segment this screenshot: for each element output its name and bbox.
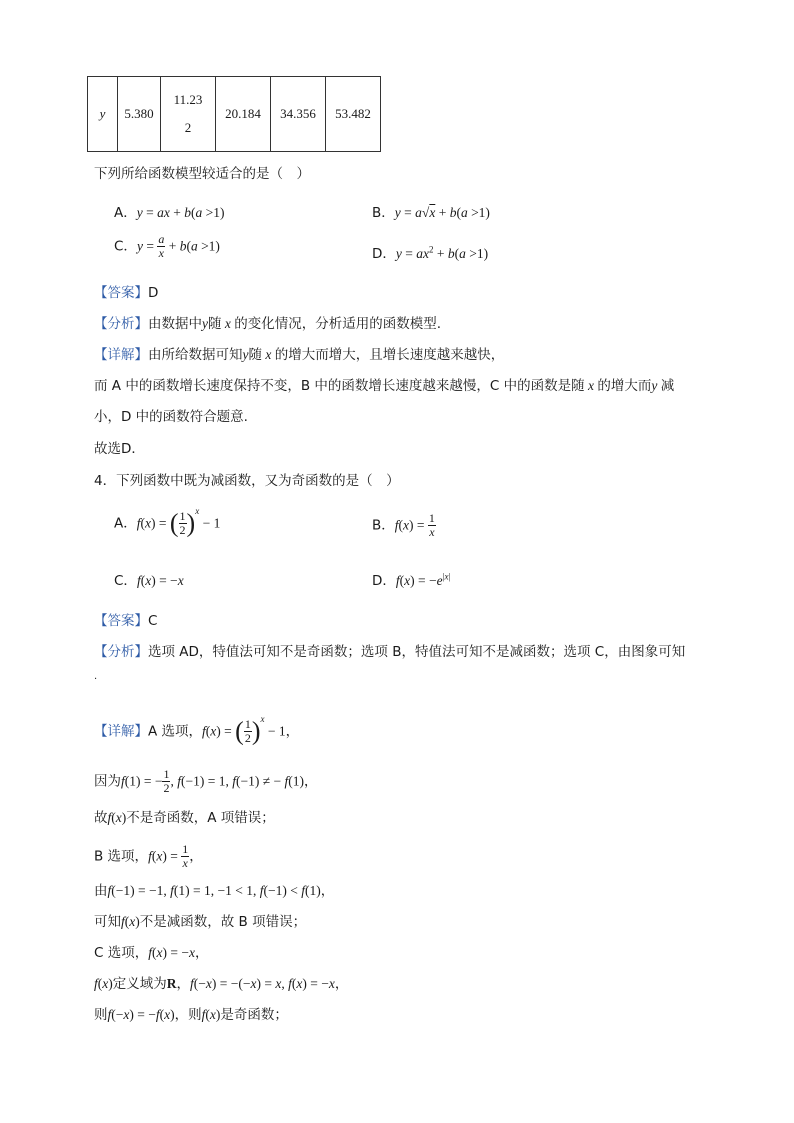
data-table bbox=[87, 76, 381, 152]
q4-by: 由f(−1) = −1, f(1) = 1, −1 < 1, f(−1) < f(1)， bbox=[94, 883, 335, 899]
q4-know-b: 可知f(x)不是减函数，故 B 项错误； bbox=[94, 914, 307, 930]
q4-option-a: A．f(x) = ( $\frac{1}{2}$ )$^x$ − 1 bbox=[114, 506, 221, 538]
q4-then: 则f(−x) = −f(x)，则f(x)是奇函数； bbox=[94, 1007, 288, 1023]
q4-prompt: 4．下列函数中既为减函数，又为奇函数的是（ ） bbox=[94, 473, 400, 489]
table-cell: 34.356 bbox=[271, 77, 326, 152]
q3-answer: 【答案】D bbox=[94, 285, 159, 301]
q3-detail-3: 小，D 中的函数符合题意. bbox=[94, 409, 248, 425]
q3-detail-2: 而 A 中的函数增长速度保持不变，B 中的函数增长速度越来越慢，C 中的函数是随 x 的增大而y 减 bbox=[94, 378, 675, 394]
q4-c-intro: C 选项，f(x) = −x， bbox=[94, 945, 209, 961]
q3-option-a: A．y = ax + b(a >1) bbox=[114, 205, 225, 221]
q3-analysis: 【分析】由数据中y随 x 的变化情况，分析适用的函数模型. bbox=[94, 316, 442, 332]
q4-domain: f(x)定义域为R，f(−x) = −(−x) = x, f(x) = −x， bbox=[94, 976, 349, 992]
q3-prompt: 下列所给函数模型较适合的是（ ） bbox=[94, 166, 310, 182]
q3-option-c: C．y = $\frac{a}{x}$ + b(a >1) bbox=[114, 232, 220, 260]
table-cell: 20.184 bbox=[216, 77, 271, 152]
q4-option-c: C．f(x) = −x bbox=[114, 573, 184, 589]
table-cell: 53.482 bbox=[326, 77, 381, 152]
q3-option-b: B．y = a√x + b(a >1) bbox=[372, 205, 490, 221]
q4-therefore-a: 故f(x)不是奇函数，A 项错误； bbox=[94, 810, 275, 826]
q4-answer: 【答案】C bbox=[94, 613, 158, 629]
q4-b-intro: B 选项，f(x) = $\frac{1}{x}$ ， bbox=[94, 842, 203, 870]
q4-because: 因为f(1) = − $\frac{1}{2}$ , f(−1) = 1, f(−1) ≠ − f(1)， bbox=[94, 767, 318, 795]
table-cell: 11.23 2 bbox=[161, 77, 216, 152]
q3-detail-1: 【详解】由所给数据可知y随 x 的增大而增大，且增长速度越来越快， bbox=[94, 347, 505, 363]
q3-option-d: D．$y = ax^2 + b(a >1)$ bbox=[372, 244, 489, 262]
table-row-label: y bbox=[88, 77, 118, 152]
q3-conclusion: 故选D． bbox=[94, 441, 145, 457]
table-row bbox=[88, 77, 381, 152]
q4-analysis: 【分析】选项 AD，特值法可知不是奇函数；选项 B，特值法可知不是减函数；选项 C，由图象可知 bbox=[94, 644, 686, 660]
q4-detail-a: 【详解】A 选项，f(x) = ( $\frac{1}{2}$ )$^x$ − 1， bbox=[94, 714, 300, 746]
q4-option-d: D．$f(x) = -e^{|x|}$ bbox=[372, 571, 451, 589]
q4-analysis-end: . bbox=[94, 671, 98, 682]
q4-option-b: B．f(x) = $\frac{1}{x}$ bbox=[372, 511, 435, 539]
table-cell: 5.380 bbox=[118, 77, 161, 152]
